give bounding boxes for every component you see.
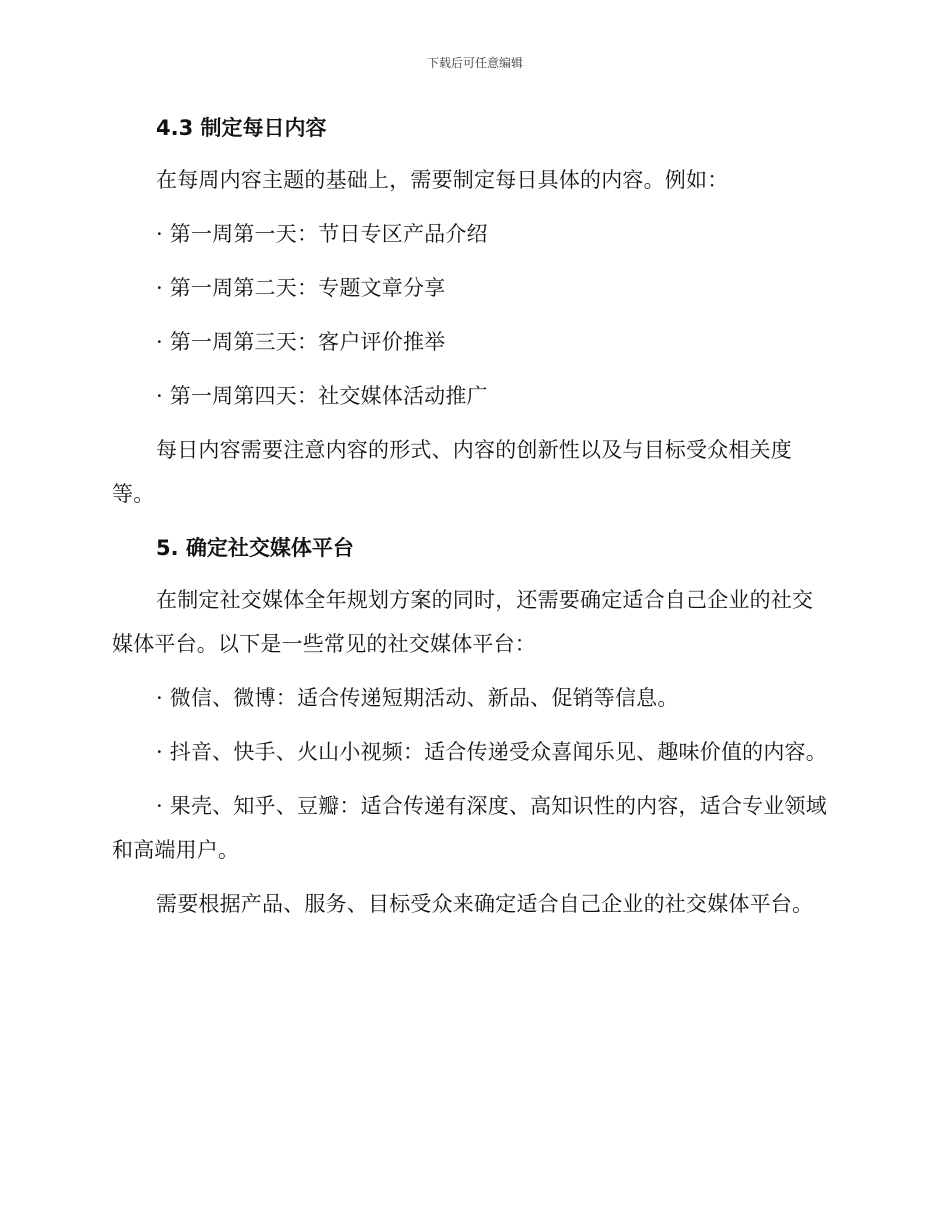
document-body <box>112 108 832 926</box>
list-item: · 第一周第四天：社交媒体活动推广 <box>156 384 488 408</box>
list-item: · 第一周第二天：专题文章分享 <box>156 276 446 300</box>
list-item: · 微信、微博：适合传递短期活动、新品、促销等信息。 <box>156 686 679 710</box>
section-4-3-heading: 4.3 制定每日内容 <box>156 116 327 140</box>
page-header: 下载后可任意编辑 <box>426 56 523 70</box>
section-4-3-note: 每日内容需要注意内容的形式、内容的创新性以及与目标受众相关度等。 <box>112 438 792 506</box>
list-item: · 第一周第一天：节日专区产品介绍 <box>156 222 488 246</box>
section-5-heading: 5. 确定社交媒体平台 <box>156 536 354 560</box>
list-item: · 抖音、快手、火山小视频：适合传递受众喜闻乐见、趣味价值的内容。 <box>156 740 827 764</box>
section-4-3-intro: 在每周内容主题的基础上，需要制定每日具体的内容。例如： <box>156 168 729 192</box>
list-item: · 果壳、知乎、豆瓣：适合传递有深度、高知识性的内容，适合专业领域和高端用户。 <box>112 794 827 862</box>
section-5-intro: 在制定社交媒体全年规划方案的同时，还需要确定适合自己企业的社交媒体平台。以下是一些常见的社交媒体平台： <box>112 588 814 656</box>
list-item: · 第一周第三天：客户评价推举 <box>156 330 446 354</box>
section-5-conclusion: 需要根据产品、服务、目标受众来确定适合自己企业的社交媒体平台。 <box>156 892 814 916</box>
